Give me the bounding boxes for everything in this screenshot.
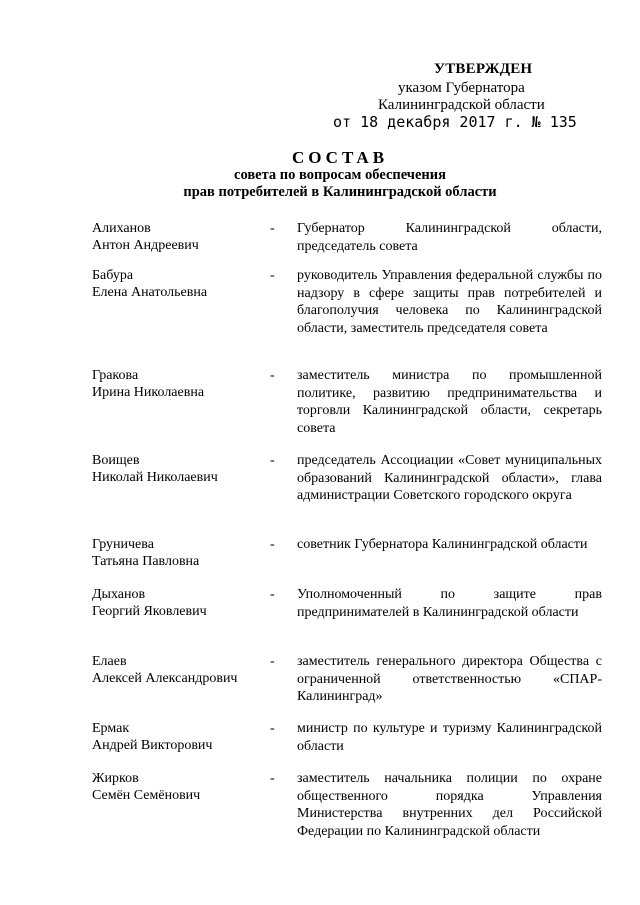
member-name <box>92 367 262 401</box>
approval-date-number: от 18 декабря 2017 г. № 135 <box>333 113 577 131</box>
member-surname: Груничева <box>92 537 154 552</box>
member-name <box>92 267 262 301</box>
member-dash: - <box>270 368 275 383</box>
member-surname: Бабура <box>92 268 134 283</box>
approval-decree: указом Губернатора <box>398 80 525 96</box>
document-subtitle-line1: совета по вопросам обеспечения <box>234 167 446 183</box>
member-role: заместитель генерального директора Общества с ограниченной ответственностью «СПАР-Калининград» <box>297 654 602 704</box>
approval-region: Калининградской области <box>378 97 545 113</box>
approval-title: УТВЕРЖДЕН <box>434 61 533 77</box>
member-given-names: Георгий Яковлевич <box>92 604 207 619</box>
member-role: Уполномоченный по защите прав предпринимателей в Калининградской области <box>297 587 602 620</box>
document-title: СОСТАВ <box>291 148 389 167</box>
member-role: председатель Ассоциации «Совет муниципальных образований Калининградской области», глава администрации Советского городского округа <box>297 453 602 503</box>
member-role: заместитель начальника полиции по охране общественного порядка Управления Министерства внутренних дел Российской Федерации по Калининградской области <box>297 771 602 839</box>
member-surname: Ермак <box>92 721 130 736</box>
member-role: министр по культуре и туризму Калининградской области <box>297 721 602 754</box>
member-given-names: Татьяна Павловна <box>92 554 200 569</box>
member-surname: Алиханов <box>92 221 151 236</box>
member-given-names: Алексей Александрович <box>92 671 238 686</box>
member-dash: - <box>270 721 275 736</box>
member-surname: Елаев <box>92 654 127 669</box>
member-name <box>92 452 262 486</box>
document-subtitle-line2: прав потребителей в Калининградской области <box>183 184 497 200</box>
member-dash: - <box>270 654 275 669</box>
member-given-names: Елена Анатольевна <box>92 285 208 300</box>
member-role: руководитель Управления федеральной службы по надзору в сфере защиты прав потребителей и благополучия человека по Калининградской области, заместитель председателя совета <box>297 268 602 336</box>
member-given-names: Семён Семёнович <box>92 788 201 803</box>
member-name <box>92 770 262 804</box>
member-role: Губернатор Калининградской области, председатель совета <box>297 221 602 254</box>
member-dash: - <box>270 587 275 602</box>
member-surname: Жирков <box>92 771 139 786</box>
member-surname: Воищев <box>92 453 140 468</box>
member-name <box>92 586 262 620</box>
member-dash: - <box>270 268 275 283</box>
member-given-names: Андрей Викторович <box>92 738 213 753</box>
member-given-names: Николай Николаевич <box>92 470 218 485</box>
member-dash: - <box>270 537 275 552</box>
member-name <box>92 653 262 687</box>
member-surname: Дыханов <box>92 587 146 602</box>
member-given-names: Ирина Николаевна <box>92 385 205 400</box>
member-role: заместитель министра по промышленной политике, развитию предпринимательства и торговли Калининградской области, секретарь совета <box>297 368 602 436</box>
member-name <box>92 536 262 570</box>
member-dash: - <box>270 221 275 236</box>
member-role: советник Губернатора Калининградской области <box>297 537 588 552</box>
member-dash: - <box>270 771 275 786</box>
member-surname: Гракова <box>92 368 139 383</box>
member-name <box>92 220 262 254</box>
member-given-names: Антон Андреевич <box>92 238 199 253</box>
member-dash: - <box>270 453 275 468</box>
member-name <box>92 720 262 754</box>
